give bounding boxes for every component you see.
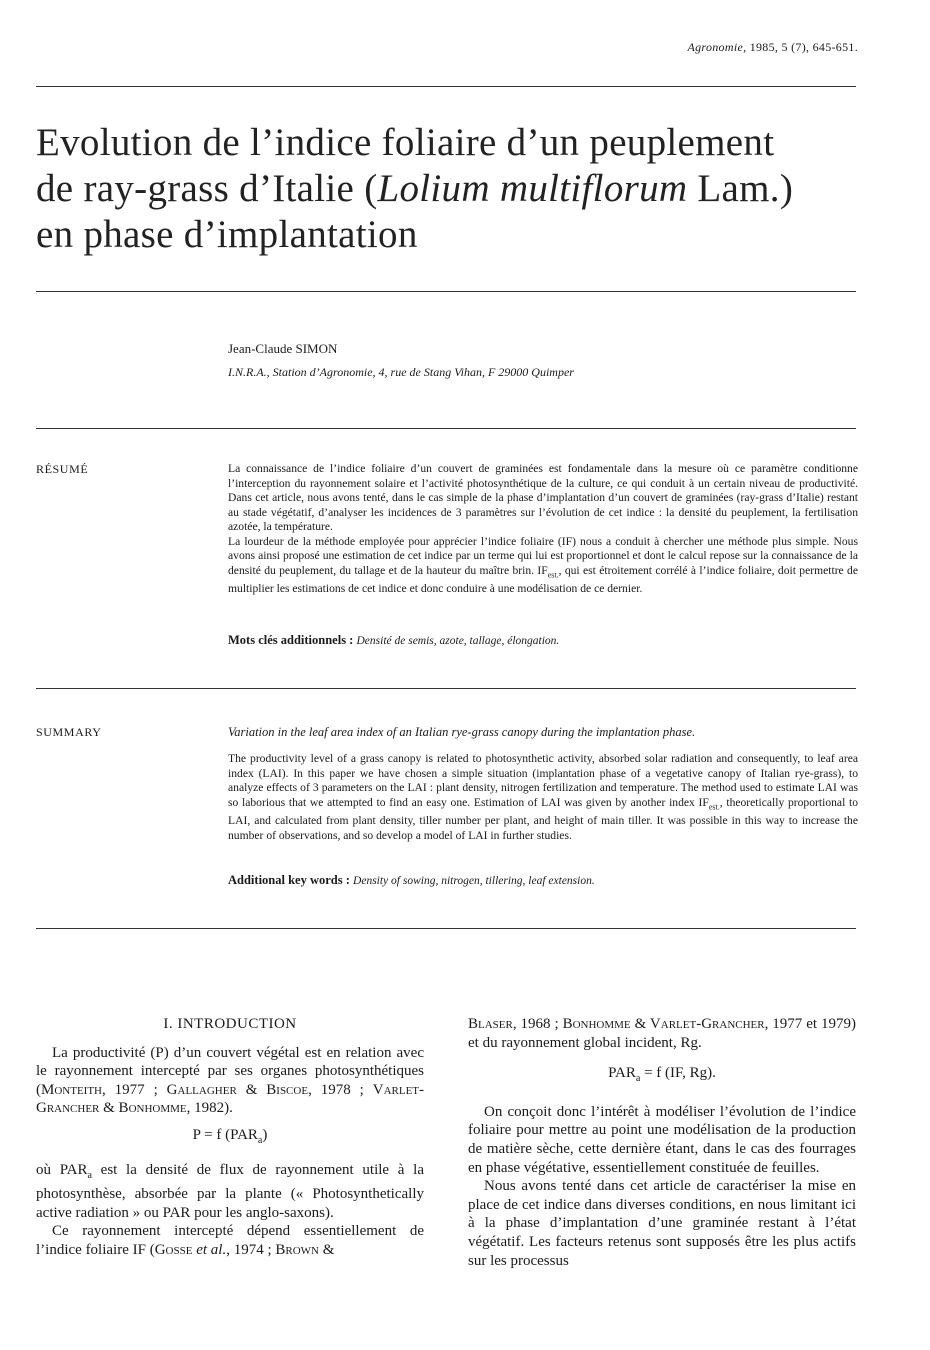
resume-label: RÉSUMÉ — [36, 462, 89, 476]
summary-title: Variation in the leaf area index of an Italian rye-grass canopy during the implantation phase. — [228, 725, 696, 739]
author-name: Jean-Claude SIMON — [228, 341, 338, 356]
article-title — [36, 120, 876, 258]
resume-keywords-label: Mots clés additionnels : — [228, 633, 354, 647]
journal-citation: 1985, 5 (7), 645-651. — [749, 40, 858, 54]
author-rule — [36, 428, 856, 429]
equation-productivity: P = f $(PAR_a)$ — [192, 1126, 268, 1146]
summary-keywords — [228, 873, 595, 888]
resume-text: La connaissance de l’indice foliaire d’un couvert de graminées est fondamentale dans la mesure où ce paramètre conditionne l’interception du rayonnement solaire et l’activité photosynthétique de la culture, ce qui conduit à un certain niveau de productivité. Dans cet article, nous avons tenté, dans le cas simple de la phase d’implantation d’un couvert de graminées (ray-grass d’Italie) restant au stade végétatif, d’analyser les incidences de 3 paramètres sur l’évolution de cet indice : la densité du peuplement, la fertilisation azotée, la température. La lourdeur de la méthode employée pour apprécier l’indice foliaire (IF) nous a conduit à chercher une méthode plus simple. Nous avons ainsi proposé une estimation de cet indice par un terme qui lui est proportionnel et dont le calcul repose sur la connaissance de la densité du peuplement, du tallage et de la hauteur du maître brin. $IF_{est.}$, qui est étroitement corrélé à l’indice foliaire, doit permettre de multiplier les estimations de cet indice et donc conduire à une modélisation de ce dernier. — [228, 462, 858, 596]
intro-paragraph-3: Ce rayonnement intercepté dépend essentiellement de l’indice foliaire IF (Gosse et al., 1974 ; Brown & — [36, 1223, 424, 1258]
summary-label: SUMMARY — [36, 725, 102, 739]
author-affiliation: I.N.R.A., Station d’Agronomie, 4, rue de Stang Vihan, F 29000 Quimper — [228, 365, 574, 379]
journal-name: Agronomie, — [687, 40, 747, 54]
section-heading-introduction: I. INTRODUCTION — [163, 1016, 297, 1032]
body-right-column — [468, 1015, 856, 1270]
equation-par: $PAR_a = f$ (IF, Rg). — [608, 1065, 716, 1085]
summary-text: The productivity level of a grass canopy is related to photosynthetic activity, absorbed solar radiation and consequently, to leaf area index (LAI). In this paper we have chosen a simple situation (implantation phase of a vegetative canopy of Italian rye-grass), to analyze effects of 3 parameters on the LAI : plant density, nitrogen fertilization and temperature. The method used to estimate LAI was so laborious that we attempted to find an easy one. Estimation of LAI was given by another index $IF_{est.}$, theoretically proportional to LAI, and calculated from plant density, tiller number per plant, and height of main tiller. It was possible in this way to increase the number of observations, and so develop a model of LAI in further studies. — [228, 752, 858, 842]
intro-paragraph-4: On conçoit donc l’intérêt à modéliser l’évolution de l’indice foliaire pour mettre au point une modélisation de la production de matière sèche, cette dernière étant, dans le cas des fourrages en phase végétative, essentiellement constituée de feuilles. — [468, 1103, 856, 1176]
body-left-column — [36, 1015, 424, 1260]
resume-keywords — [228, 633, 559, 648]
header-rule — [36, 86, 856, 87]
summary-keywords-label: Additional key words : — [228, 873, 350, 887]
title-line-2: de ray-grass d’Italie (Lolium multiflorum Lam.) — [36, 167, 794, 210]
journal-reference — [688, 40, 859, 55]
intro-paragraph-5: Nous avons tenté dans cet article de caractériser la mise en place de cet indice dans diverses conditions, en nous limitant ici à la phase d’implantation d’une graminée restant à l’état végétatif. Les facteurs retenus sont supposés être les plus actifs sur les processus — [468, 1178, 856, 1269]
intro-paragraph-3-cont: Blaser, 1968 ; Bonhomme & Varlet-Grancher, 1977 et 1979) et du rayonnement global incident, Rg. — [468, 1016, 857, 1051]
title-line-3: en phase d’implantation — [36, 213, 418, 256]
title-line-1: Evolution de l’indice foliaire d’un peuplement — [36, 121, 775, 164]
resume-rule — [36, 688, 856, 689]
summary-rule — [36, 928, 856, 929]
species-name: Lolium multiflorum — [377, 167, 688, 210]
intro-paragraph-2: où $PAR_a$ est la densité de flux de rayonnement utile à la photosynthèse, absorbée par la plante (« Photosynthetically active radiation » ou PAR pour les anglo-saxons). — [36, 1161, 424, 1221]
intro-paragraph-1: La productivité (P) d’un couvert végétal est en relation avec le rayonnement intercepté par ses organes photosynthétiques (Monteith, 1977 ; Gallagher & Biscoe, 1978 ; Varlet-Grancher & Bonhomme, 1982). — [36, 1044, 425, 1117]
resume-keywords-list: Densité de semis, azote, tallage, élongation. — [356, 635, 560, 647]
title-rule — [36, 291, 856, 292]
summary-keywords-list: Density of sowing, nitrogen, tillering, leaf extension. — [353, 875, 595, 887]
